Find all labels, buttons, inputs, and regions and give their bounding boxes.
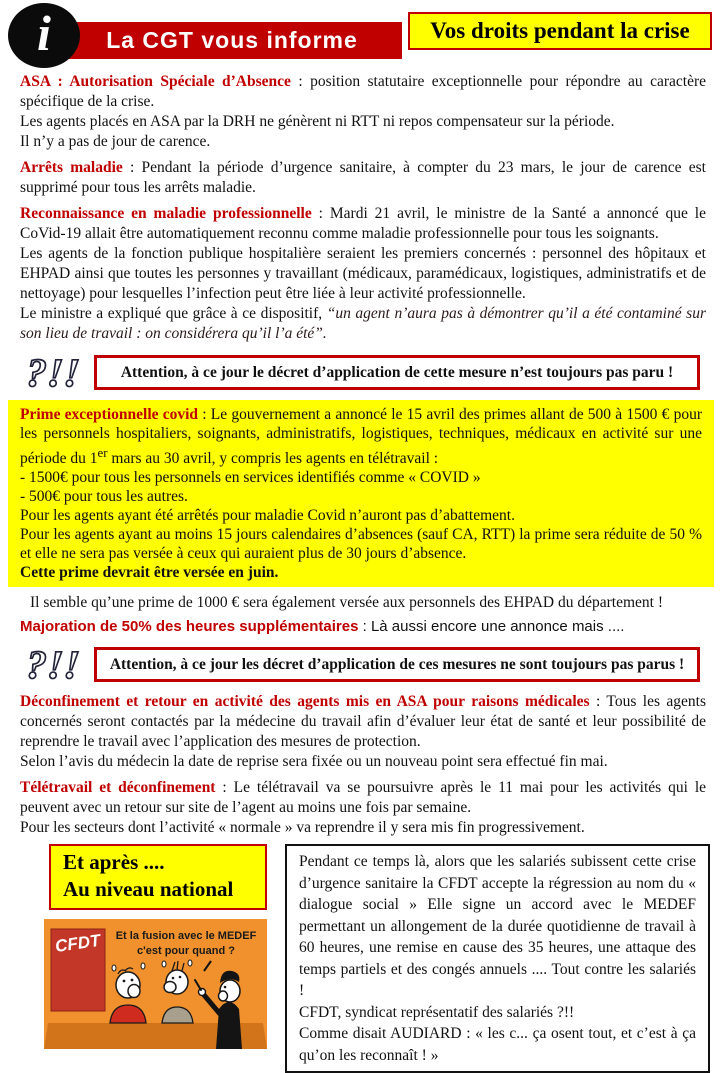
cfdt-logo: CFDT [53, 930, 102, 957]
footer [44, 844, 710, 1073]
section-heading-reconnaissance: Reconnaissance en maladie professionnelle [20, 205, 312, 222]
reconnaissance-text: : Mardi 21 avril, le ministre de la Santé a annoncé que le CoVid-19 allait être automatiquement reconnu comme maladie professionnelle pour tous les soignants. [20, 205, 706, 242]
document-body [0, 70, 720, 838]
attention-row-1 [26, 350, 706, 394]
asa-line3: Il n’y a pas de jour de carence. [20, 133, 211, 150]
prime-bullet-1500: - 1500€ pour tous les personnels en services identifiés comme « COVID » [20, 469, 481, 487]
prime-bullet-500: - 500€ pour tous les autres. [20, 488, 188, 506]
section-heading-arrets: Arrêts maladie [20, 159, 123, 176]
info-icon: i [8, 3, 80, 68]
cfdt-box-p1: Pendant ce temps là, alors que les salariés subissent cette crise d’urgence sanitaire la CFDT accepte la régression au nom du « dialogue social » Elle signe un accord avec le MEDEF permettant un allongement de la durée quotidienne de travail à 60 heures, une remise en cause des 35 heures, une attaque des temps partiels et des congés annuels .... Tout contre les salariés ! [299, 853, 696, 1000]
cfdt-criticism-box [285, 844, 710, 1073]
section-arrets-maladie [20, 158, 706, 198]
section-reconnaissance [20, 204, 706, 344]
prime-p4: Cette prime devrait être versée en juin. [20, 564, 279, 582]
prime-highlight-block [8, 400, 714, 587]
header [0, 0, 720, 70]
attention-row-2 [26, 642, 706, 686]
attention-box-2: Attention, à ce jour les décret d’application de ces mesures ne sont toujours pas parus ! [94, 647, 700, 682]
prime-intro-sup: er [97, 445, 108, 460]
section-heading-deconfinement: Déconfinement et retour en activité des agents mis en ASA pour raisons médicales [20, 693, 590, 711]
prime-intro-b: mars au 30 avril, y compris les agents en télétravail : [107, 450, 439, 468]
et-apres-box [49, 844, 267, 910]
reconnaissance-p3-intro: Le ministre a expliqué que grâce à ce dispositif, [20, 305, 327, 322]
speech-line2: c'est pour quand ? [137, 945, 235, 958]
prime-p3: Pour les agents ayant au moins 15 jours calendaires d’absences (sauf CA, RTT) la prime sera réduite de 50 % et elle ne sera pas versée à ceux qui auraient plus de 30 jours d’absence. [20, 526, 702, 563]
asa-line2: Les agents placés en ASA par la DRH ne génèrent ni RTT ni repos compensateur sur la période. [20, 113, 615, 130]
reconnaissance-p2: Les agents de la fonction publique hospitalière seraient les premiers concernés : personnel des hôpitaux et EHPAD ainsi que toutes les personnes y travaillant (médicaux, paramédicaux, logistiques, administratifs et de nettoyage) pour lesquelles l’infection peut être liée à leur activité professionnelle. [20, 245, 706, 302]
svg-text:?!!: ?!! [26, 350, 82, 394]
section-heading-prime: Prime exceptionnelle covid [20, 406, 199, 423]
section-majoration [20, 617, 706, 637]
deconfinement-text: : Tous les agents concernés seront contactés par la médecine du travail afin d’évaluer leur état de santé et leur possibilité de reprendre le travail avec l’application des mesures de protection. [20, 693, 707, 751]
section-deconfinement [20, 692, 706, 772]
section-heading-asa: ASA : Autorisation Spéciale d’Absence [20, 73, 291, 90]
section-heading-majoration: Majoration de 50% des heures supplémentaires [20, 618, 359, 636]
et-apres-line1: Et après .... [63, 850, 165, 875]
cfdt-box-p3: Comme disait AUDIARD : « les c... ça osent tout, et c’est à ça qu’on les reconnaît ! » [299, 1025, 696, 1064]
deconfinement-p2: Selon l’avis du médecin la date de reprise sera fixée ou un nouveau point sera effectué fin mai. [20, 753, 608, 771]
cfdt-box-p2: CFDT, syndicat représentatif des salariés ?!! [299, 1003, 575, 1021]
footer-left-column [44, 844, 267, 1073]
et-apres-line2: Au niveau national [63, 877, 234, 902]
prime-intro-a: : Le gouvernement a annoncé le 15 avril des primes allant de 500 à 1500 € pour les personnels hospitaliers, soignants, administratifs, logistiques, techniques, médicaux en activité sur une période du 1 [20, 406, 703, 468]
ehpad-note: Il semble qu’une prime de 1000 € sera également versée aux personnels des EHPAD du département ! [30, 594, 664, 612]
teletravail-text: : Le télétravail va se poursuivre après le 11 mai pour les activités qui le peuvent avec un retour sur site de l’agent au moins une fois par semaine. [20, 779, 707, 817]
alert-icon [26, 642, 82, 686]
page-title: Vos droits pendant la crise [408, 12, 712, 50]
arrets-text: : Pendant la période d’urgence sanitaire, à compter du 23 mars, le jour de carence est supprimé pour tous les arrêts maladie. [20, 159, 706, 196]
section-teletravail [20, 778, 706, 838]
cgt-banner: La CGT vous informe [62, 22, 402, 59]
attention-box-1: Attention, à ce jour le décret d’application de cette mesure n’est toujours pas paru ! [94, 355, 700, 390]
section-asa [20, 72, 706, 152]
alert-icon [26, 350, 82, 394]
asa-text: : position statutaire exceptionnelle pour répondre au caractère spécifique de la crise. [20, 73, 706, 110]
speech-line1: Et la fusion avec le MEDEF [115, 930, 257, 943]
svg-text:?!!: ?!! [26, 642, 82, 687]
majoration-text: : Là aussi encore une annonce mais .... [358, 618, 625, 636]
minister-quote: “un agent n’aura pas à démontrer qu’il a été contaminé sur son lieu de travail : on considérera qu’il l’a été”. [20, 305, 706, 342]
teletravail-p2: Pour les secteurs dont l’activité « normale » va reprendre il y sera mis fin progressivement. [20, 819, 585, 837]
section-heading-teletravail: Télétravail et déconfinement [20, 779, 216, 797]
prime-p2: Pour les agents ayant été arrêtés pour maladie Covid n’auront pas d’abattement. [20, 507, 515, 525]
cfdt-cartoon [44, 919, 267, 1049]
